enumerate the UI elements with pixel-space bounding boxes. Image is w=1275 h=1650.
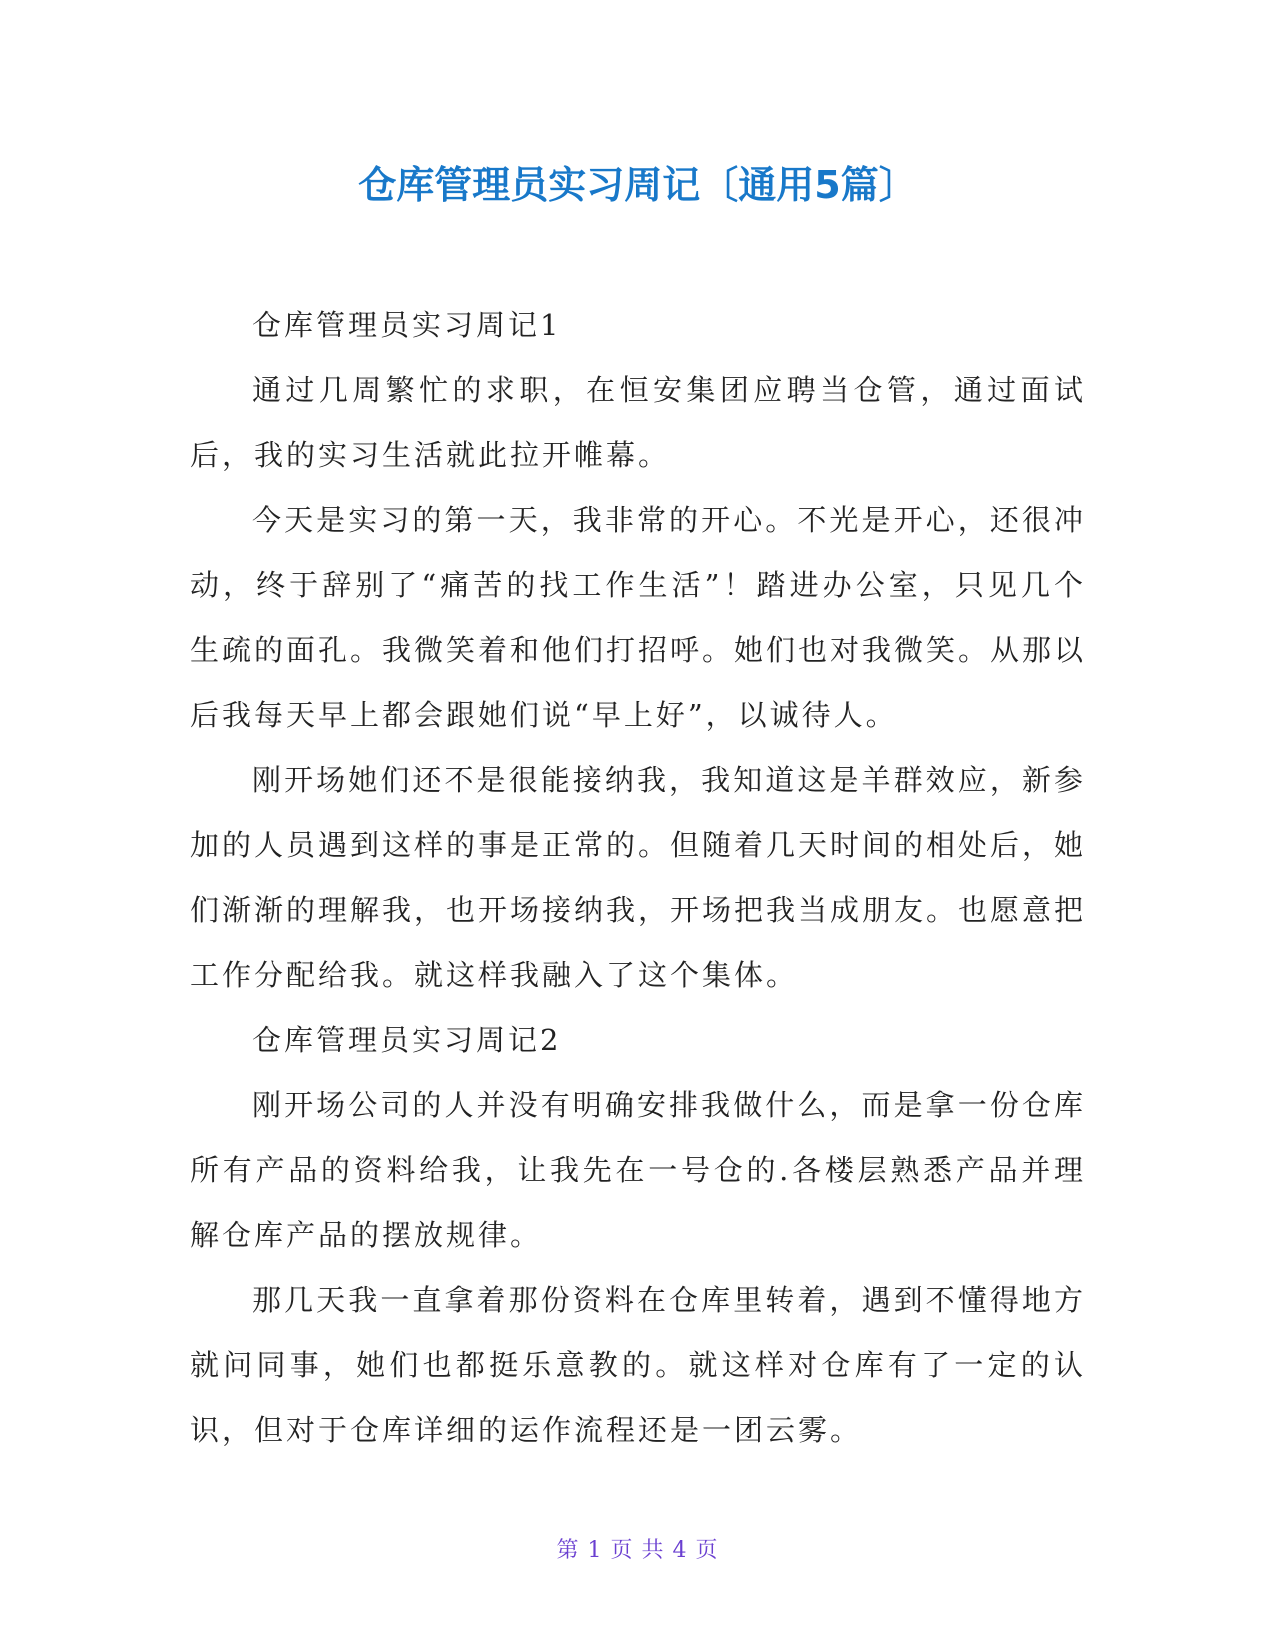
paragraph: 刚开场她们还不是很能接纳我，我知道这是羊群效应，新参加的人员遇到这样的事是正常的。但随着几天时间的相处后，她们渐渐的理解我，也开场接纳我，开场把我当成朋友。也愿意把工作分配给我。就这样我融入了这个集体。 — [190, 763, 1087, 992]
page-footer — [0, 1536, 1275, 1566]
paragraph: 那几天我一直拿着那份资料在仓库里转着，遇到不懂得地方就问同事，她们也都挺乐意教的。就这样对仓库有了一定的认识，但对于仓库详细的运作流程还是一团云雾。 — [190, 1283, 1086, 1447]
paragraph: 刚开场公司的人并没有明确安排我做什么，而是拿一份仓库所有产品的资料给我，让我先在一号仓的.各楼层熟悉产品并理解仓库产品的摆放规律。 — [190, 1088, 1086, 1252]
document-body — [190, 293, 1086, 1463]
paragraph: 通过几周繁忙的求职，在恒安集团应聘当仓管，通过面试后，我的实习生活就此拉开帷幕。 — [190, 373, 1086, 472]
document-title: 仓库管理员实习周记〔通用5篇〕 — [358, 163, 917, 207]
paragraph: 今天是实习的第一天，我非常的开心。不光是开心，还很冲动，终于辞别了“痛苦的找工作生活”！踏进办公室，只见几个生疏的面孔。我微笑着和他们打招呼。她们也对我微笑。从那以后我每天早上都会跟她们说“早上好”，以诚待人。 — [190, 503, 1087, 732]
page-number: 第 1 页 共 4 页 — [556, 1538, 719, 1563]
section-heading: 仓库管理员实习周记2 — [252, 1023, 562, 1057]
section-heading: 仓库管理员实习周记1 — [252, 308, 562, 342]
